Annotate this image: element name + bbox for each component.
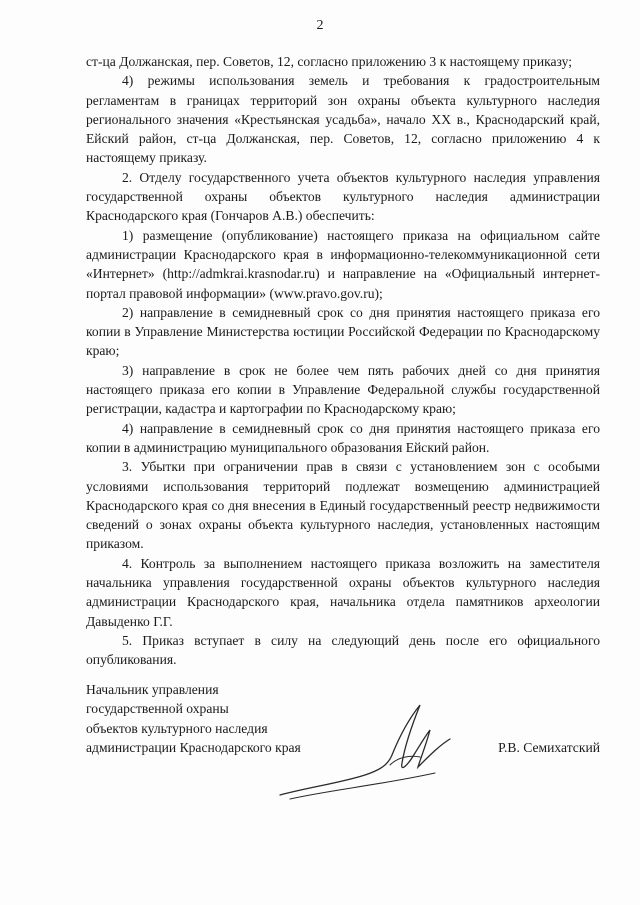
paragraph-section-3: 3. Убытки при ограничении прав в связи с установлением зон с особыми условиями использования территорий подлежат возмещению администрацией Краснодарского края со дня внесения в Единый государственный реестр недвижимости сведений о зонах охраны объекта культурного наследия, установленных настоящим приказом. [86,459,600,552]
signer-name: Р.В. Семихатский [498,740,600,755]
paragraph-section-2-item-2: 2) направление в семидневный срок со дня принятия настоящего приказа его копии в Управление Министерства юстиции Российской Федерации по Краснодарскому краю; [86,304,600,359]
paragraph-continuation: ст-ца Должанская, пер. Советов, 12, согласно приложению 3 к настоящему приказу; [86,54,573,69]
paragraph-section-2-item-1: 1) размещение (опубликование) настоящего приказа на официальном сайте администрации Краснодарского края в информационно-телекоммуникационной сети «Интернет» (http://admkrai.krasnodar.ru) и направление на «Официальный интернет-портал правовой информации» (www.pravo.gov.ru); [86,227,600,301]
handwritten-signature [270,695,470,805]
paragraph-section-2-item-3: 3) направление в срок не более чем пять рабочих дней со дня принятия настоящего приказа его копии в Управление Федеральной службы государственной регистрации, кадастра и картографии по Краснодарскому краю; [86,362,600,417]
signer-position-line: объектов культурного наследия [86,720,268,736]
paragraph-item-4: 4) режимы использования земель и требования к градостроительным регламентам в границах территорий зон охраны объекта культурного наследия регионального значения «Крестьянская усадьба», начало XX в., Краснодарский край, Ейский район, ст-ца Должанская, пер. Советов, 12, согласно приложению 4 к настоящему приказу. [86,73,600,166]
paragraph-section-5: 5. Приказ вступает в силу на следующий день после его официального опубликования. [86,632,600,668]
paragraph-section-2: 2. Отделу государственного учета объектов культурного наследия управления государственной охраны объектов культурного наследия администрации Краснодарского края (Гончаров А.В.) обеспечить: [86,169,600,224]
paragraph-section-2-item-4: 4) направление в семидневный срок со дня принятия настоящего приказа его копии в администрацию муниципального образования Ейский район. [86,420,600,455]
paragraph-section-4: 4. Контроль за выполнением настоящего приказа возложить на заместителя начальника управления государственной охраны объектов культурного наследия администрации Краснодарского края, начальника отдела памятников археологии Давыденко Г.Г. [86,555,600,629]
signer-position-line: государственной охраны [86,701,229,717]
signer-position-line: администрации Краснодарского края [86,739,301,755]
page-number: 2 [316,18,324,33]
document-body [86,52,600,670]
signer-position-line: Начальник управления [86,682,219,697]
